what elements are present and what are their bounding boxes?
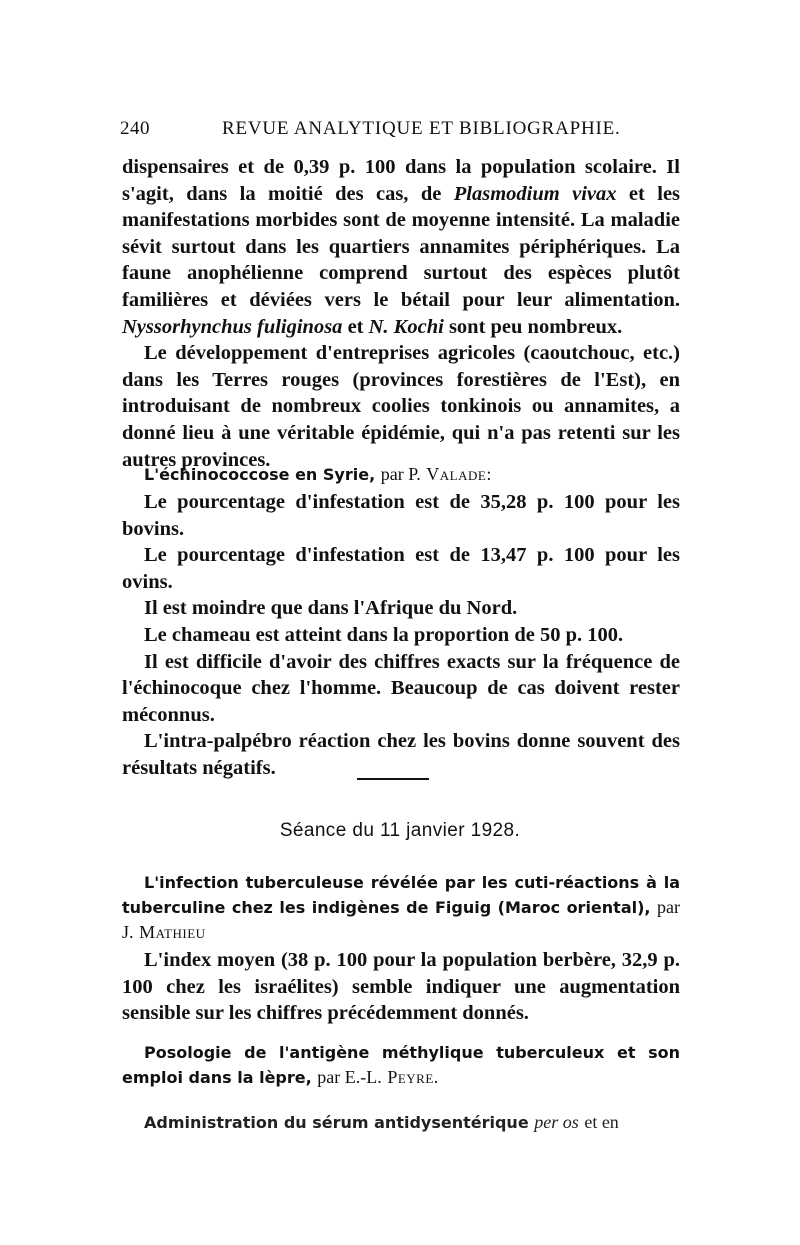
section-administration [122,1110,680,1135]
section-colon: : [486,464,492,484]
section-tuberculose-figuig [122,871,680,1027]
paragraph-terres-rouges: Le développement d'entreprises agricoles (caoutchouc, etc.) dans les Terres rouges (provinces forestières de l'Est), en introduisant de nombreux coolies tonkinois ou annamites, a donné lieu à une véritable épidémie, qui n'a pas retenti sur les autres provinces. [122,342,680,471]
section-heading [122,1041,680,1090]
section-heading [122,462,680,487]
echino-paragraph-6: L'intra-palpébro réaction chez les bovins donne souvent des résultats négatifs. [122,730,680,779]
section-by: par J. [122,897,680,942]
section-heading [122,1110,680,1135]
section-title: Administration du sérum antidysentérique [144,1113,529,1132]
section-divider [357,778,429,780]
species-n-kochi: N. Kochi [368,315,444,338]
echino-paragraph-3: Il est moindre que dans l'Afrique du Nord. [144,597,518,620]
para1-text-d: sont peu nombreux. [443,315,623,338]
continued-paragraph [122,154,680,473]
para1-text-a: dispensaires et de 0,39 p. 100 dans la population scolaire. Il s'agit, dans la moitié des cas, de [122,156,680,205]
section-title: L'infection tuberculeuse révélée par les cuti-réactions à la tuberculine chez les indigènes de Figuig (Maroc oriental), [122,873,680,917]
section-echinococcose [122,462,680,782]
para1-text-c: et [342,315,369,338]
section-author: Peyre. [387,1067,439,1087]
echino-paragraph-4: Le chameau est atteint dans la proportion de 50 p. 100. [144,623,624,646]
page-header [120,118,680,148]
section-heading [122,871,680,945]
echino-paragraph-5: Il est difficile d'avoir des chiffres exacts sur la fréquence de l'échinocoque chez l'homme. Beaucoup de cas doivent rester méconnus. [122,650,680,726]
echino-paragraph-2: Le pourcentage d'infestation est de 13,47 p. 100 pour les ovins. [122,544,680,593]
echino-paragraph-1: Le pourcentage d'infestation est de 35,28 p. 100 pour les bovins. [122,491,680,540]
section-author: Mathieu [139,922,206,942]
section-author: Valade [426,464,487,484]
section-posologie [122,1041,680,1090]
section-title-italic: per os [534,1112,579,1132]
section-title-tail: et en [584,1112,619,1132]
section-title: Posologie de l'antigène méthylique tuberculeux et son emploi dans la lèpre, [122,1043,680,1087]
para1-text-b: et les manifestations morbides sont de moyenne intensité. La maladie sévit surtout dans les quartiers annamites périphériques. La faune anophélienne comprend surtout des espèces plutôt familières et déviées vers le bétail pour leur alimentation. [122,182,681,311]
section-by: par E.-L. [317,1067,382,1087]
seance-heading: Séance du 11 janvier 1928. [279,820,521,841]
page-number: 240 [120,118,150,139]
species-nyssorhynchus: Nyssorhynchus fuliginosa [122,315,343,338]
section-by: par P. [380,464,421,484]
species-plasmodium-vivax: Plasmodium vivax [453,182,617,205]
running-title: REVUE ANALYTIQUE ET BIBLIOGRAPHIE. [222,118,621,139]
figuig-paragraph: L'index moyen (38 p. 100 pour la population berbère, 32,9 p. 100 chez les israélites) semble indiquer une augmentation sensible sur les chiffres précédemment donnés. [122,949,680,1025]
section-title: L'échinococcose en Syrie, [144,465,376,484]
